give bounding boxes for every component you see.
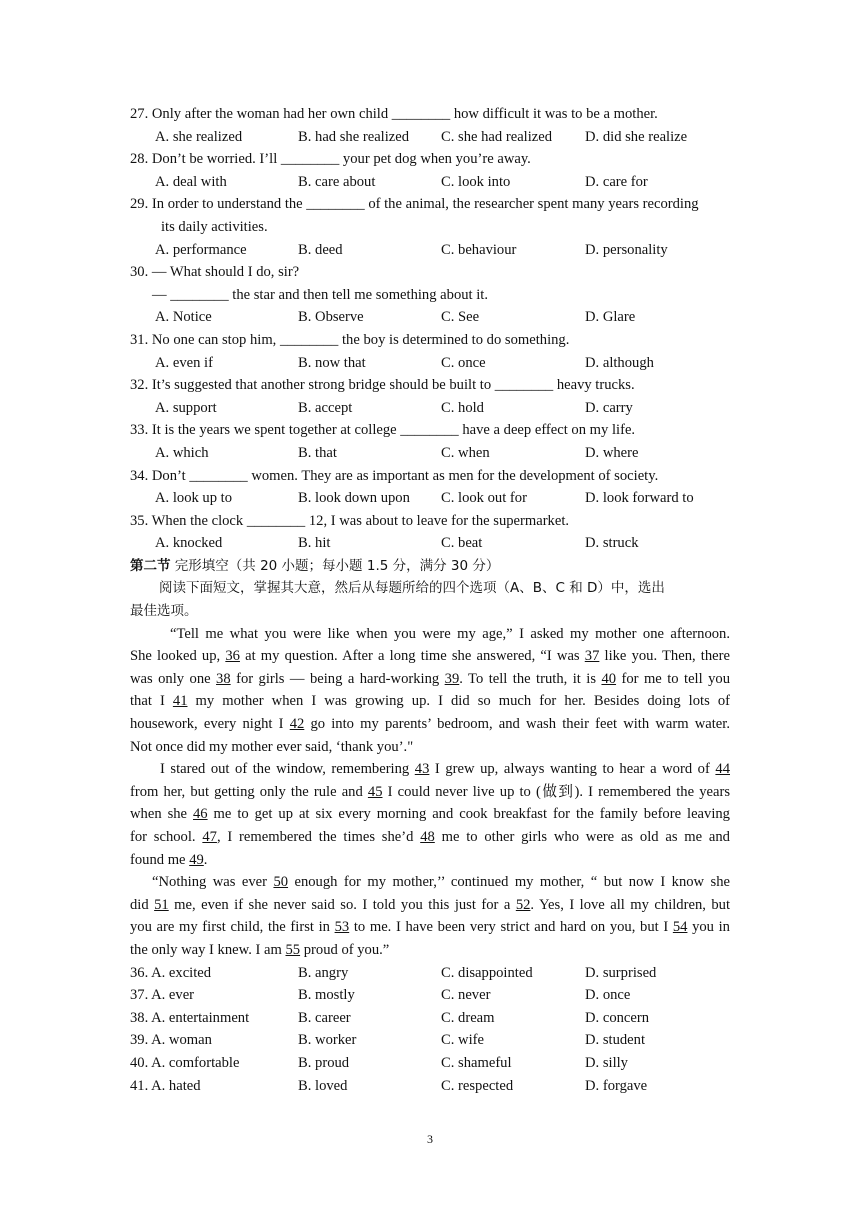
passage-line — [130, 916, 730, 939]
passage-text: you are my first child, the first in — [130, 919, 335, 936]
passage-text: found me — [130, 851, 190, 868]
question-28-options — [130, 171, 730, 194]
option-d: D. carry — [585, 399, 633, 416]
passage-line — [130, 781, 730, 804]
passage-text: from her, but getting only the rule and — [130, 783, 368, 800]
option-c: C. look into — [441, 173, 511, 190]
option-d: D. look forward to — [585, 490, 694, 507]
question-28-stem: 28. Don’t be worried. I’ll ________ your pet dog when you’re away. — [130, 151, 531, 168]
cloze-option: B. loved — [298, 1077, 348, 1094]
passage-line — [130, 803, 730, 826]
cloze-option: D. forgave — [585, 1077, 648, 1094]
cloze-option-row — [130, 962, 730, 985]
option-c: C. when — [441, 444, 490, 461]
passage-line — [130, 668, 730, 691]
blank-number: 55 — [285, 941, 301, 958]
option-d: D. care for — [585, 173, 648, 190]
passage-text: you in — [687, 919, 730, 936]
cloze-option: C. shameful — [441, 1054, 512, 1071]
blank-number: 36 — [225, 648, 240, 665]
blank-number: 44 — [715, 761, 730, 778]
passage-text: for me to tell you — [616, 670, 730, 687]
cloze-options — [130, 962, 730, 1098]
passage-line — [130, 758, 730, 781]
option-a: A. Notice — [155, 309, 212, 326]
option-c: C. hold — [441, 399, 484, 416]
cloze-option: D. student — [585, 1032, 645, 1049]
question-27-stem: 27. Only after the woman had her own child ________ how difficult it was to be a mother. — [130, 106, 658, 122]
cloze-option: 39. A. woman — [130, 1032, 212, 1049]
option-a: A. she realized — [155, 128, 243, 145]
question-32-stem: 32. It’s suggested that another strong bridge should be built to ________ heavy trucks. — [130, 377, 635, 394]
blank-number: 37 — [584, 648, 600, 665]
passage-text: , I remembered the times she’d — [216, 829, 421, 845]
passage-text: I grew up, always wanting to hear a word of — [429, 761, 716, 778]
cloze-option: D. concern — [585, 1009, 650, 1026]
section-instruction-2: 最佳选项。 — [130, 603, 198, 620]
passage-text: did — [130, 896, 155, 913]
option-b: B. look down upon — [298, 490, 410, 507]
passage-line — [130, 713, 730, 736]
passage-text: I stared out of the window, remembering — [160, 761, 415, 778]
passage-line — [130, 826, 730, 849]
passage-text: my mother when I was growing up. I did so much for her. Besides doing lots of — [187, 693, 730, 710]
passage-text: “Nothing was ever — [152, 874, 274, 891]
option-d: D. did she realize — [585, 128, 688, 145]
passage-text: me to get up at six every morning and cook breakfast for the family before leaving — [207, 806, 730, 823]
passage-text: for school. — [130, 829, 203, 845]
option-b: B. Observe — [298, 309, 364, 326]
passage-text: housework, every night I — [130, 716, 290, 733]
question-30-options — [130, 306, 730, 329]
passage-text: I could never live up to (做到). I remembered the years — [382, 783, 730, 800]
option-d: D. personality — [585, 241, 668, 258]
option-d: D. although — [585, 354, 654, 371]
section-instruction-1: 阅读下面短文，掌握其大意，然后从每题所给的四个选项（A、B、C 和 D）中，选出 — [159, 580, 665, 597]
option-c: C. behaviour — [441, 241, 517, 258]
option-b: B. deed — [298, 241, 343, 258]
option-a: A. knocked — [155, 535, 223, 552]
option-b: B. accept — [298, 399, 353, 416]
passage-line — [130, 736, 730, 759]
option-d: D. where — [585, 444, 639, 461]
question-33-stem: 33. It is the years we spent together at college ________ have a deep effect on my life. — [130, 422, 636, 439]
blank-number: 41 — [172, 693, 188, 710]
page-content — [130, 103, 730, 1097]
question-32-options — [130, 397, 730, 420]
cloze-option: B. worker — [298, 1032, 357, 1049]
blank-number: 46 — [192, 806, 208, 823]
section-title: 第二节 — [130, 557, 171, 574]
cloze-option-row — [130, 1007, 730, 1030]
passage-line — [130, 939, 730, 962]
question-29-options — [130, 239, 730, 262]
cloze-option: B. career — [298, 1009, 351, 1026]
question-34-options — [130, 487, 730, 510]
question-34-stem: 34. Don’t ________ women. They are as important as men for the development of society. — [130, 467, 659, 484]
passage-text: me, even if she never said so. I told you this just for a — [168, 896, 516, 913]
cloze-option: B. mostly — [298, 987, 355, 1004]
option-b: B. care about — [298, 173, 376, 190]
question-29-stem: 29. In order to understand the ________ of the animal, the researcher spent many years recording — [130, 196, 699, 213]
passage-text: the only way I knew. I am — [130, 941, 286, 958]
passage-text: proud of you.” — [300, 941, 390, 958]
option-d: D. Glare — [585, 309, 636, 326]
question-30-stem: 30. — What should I do, sir? — [130, 264, 300, 281]
option-a: A. deal with — [155, 173, 227, 190]
blank-number: 43 — [414, 761, 430, 778]
passage-text: Not once did my mother ever said, ‘thank you’." — [130, 738, 414, 755]
passage-line — [130, 645, 730, 668]
passage-text: to me. I have been very strict and hard on you, but I — [349, 919, 673, 936]
blank-number: 53 — [334, 919, 350, 936]
question-31-stem: 31. No one can stop him, ________ the boy is determined to do something. — [130, 331, 570, 348]
blank-number: 45 — [367, 783, 383, 800]
cloze-option: 40. A. comfortable — [130, 1054, 240, 1071]
passage-text: “Tell me what you were like when you were my age,” I asked my mother one afternoon. — [170, 625, 730, 642]
option-b: B. hit — [298, 535, 331, 552]
question-29-stem-cont: its daily activities. — [161, 218, 268, 235]
question-30-stem-cont: — ________ the star and then tell me something about it. — [152, 286, 489, 303]
section-description: 完形填空（共 20 小题；每小题 1.5 分，满分 30 分） — [174, 557, 500, 574]
option-c: C. look out for — [441, 490, 527, 507]
cloze-option: C. dream — [441, 1009, 495, 1026]
cloze-option: 38. A. entertainment — [130, 1009, 250, 1026]
cloze-option: B. proud — [298, 1054, 350, 1071]
blank-number: 49 — [189, 851, 204, 868]
option-b: B. had she realized — [298, 128, 410, 145]
section-heading — [130, 555, 730, 578]
blank-number: 42 — [289, 716, 305, 733]
passage-line — [130, 871, 730, 894]
passage-text: She looked up, — [130, 648, 226, 665]
passage-text: enough for my mother,’’ continued my mother, “ but now I know she — [288, 874, 730, 891]
passage-line — [130, 894, 730, 917]
cloze-passage — [130, 623, 730, 962]
passage-text: me to other girls who were as old as me and — [434, 829, 730, 845]
cloze-option: 41. A. hated — [130, 1077, 201, 1094]
question-27-options — [130, 126, 730, 149]
cloze-option: C. never — [441, 987, 491, 1004]
question-35-options — [130, 532, 730, 555]
passage-text: for girls — being a hard-working — [230, 670, 445, 687]
cloze-option-row — [130, 1075, 730, 1098]
option-c: C. See — [441, 309, 480, 326]
question-35-stem: 35. When the clock ________ 12, I was about to leave for the supermarket. — [130, 512, 570, 529]
blank-number: 47 — [202, 829, 217, 845]
option-a: A. support — [155, 399, 217, 416]
option-b: B. that — [298, 444, 337, 461]
passage-text: . To tell the truth, it is — [459, 670, 602, 687]
blank-number: 48 — [420, 829, 435, 845]
passage-line — [130, 690, 730, 713]
blank-number: 51 — [154, 896, 169, 913]
cloze-option-row — [130, 984, 730, 1007]
passage-text: that I — [130, 693, 173, 710]
option-a: A. performance — [155, 241, 247, 258]
passage-text: was only one — [130, 670, 217, 687]
cloze-option: C. respected — [441, 1077, 514, 1094]
passage-text: go into my parents’ bedroom, and wash their feet with warm water. — [304, 716, 730, 733]
cloze-option: 36. A. excited — [130, 964, 212, 981]
blank-number: 38 — [216, 670, 231, 687]
passage-text: when she — [130, 806, 193, 823]
blank-number: 52 — [515, 896, 531, 913]
passage-line — [130, 623, 730, 646]
cloze-option: C. wife — [441, 1032, 484, 1049]
cloze-option: C. disappointed — [441, 964, 533, 981]
passage-text: . Yes, I love all my children, but — [530, 896, 731, 913]
question-31-options — [130, 352, 730, 375]
cloze-option-row — [130, 1052, 730, 1075]
cloze-option: D. surprised — [585, 964, 657, 981]
option-c: C. beat — [441, 535, 483, 552]
blank-number: 50 — [273, 874, 289, 891]
blank-number: 40 — [601, 670, 617, 687]
option-a: A. which — [155, 444, 209, 461]
blank-number: 54 — [672, 919, 688, 936]
page-number: 3 — [427, 1132, 433, 1146]
passage-text: like you. Then, there — [599, 648, 730, 665]
cloze-option: D. once — [585, 987, 631, 1004]
cloze-option: B. angry — [298, 964, 349, 981]
cloze-option: 37. A. ever — [130, 987, 195, 1004]
question-33-options — [130, 442, 730, 465]
blank-number: 39 — [444, 670, 460, 687]
option-d: D. struck — [585, 535, 639, 552]
passage-text: at my question. After a long time she answered, “I was — [239, 648, 585, 665]
passage-line — [130, 849, 730, 872]
option-b: B. now that — [298, 354, 366, 371]
option-c: C. she had realized — [441, 128, 553, 145]
option-a: A. even if — [155, 354, 213, 371]
option-c: C. once — [441, 354, 486, 371]
cloze-option: D. silly — [585, 1054, 628, 1071]
passage-text: . — [203, 851, 208, 868]
option-a: A. look up to — [155, 490, 233, 507]
cloze-option-row — [130, 1029, 730, 1052]
